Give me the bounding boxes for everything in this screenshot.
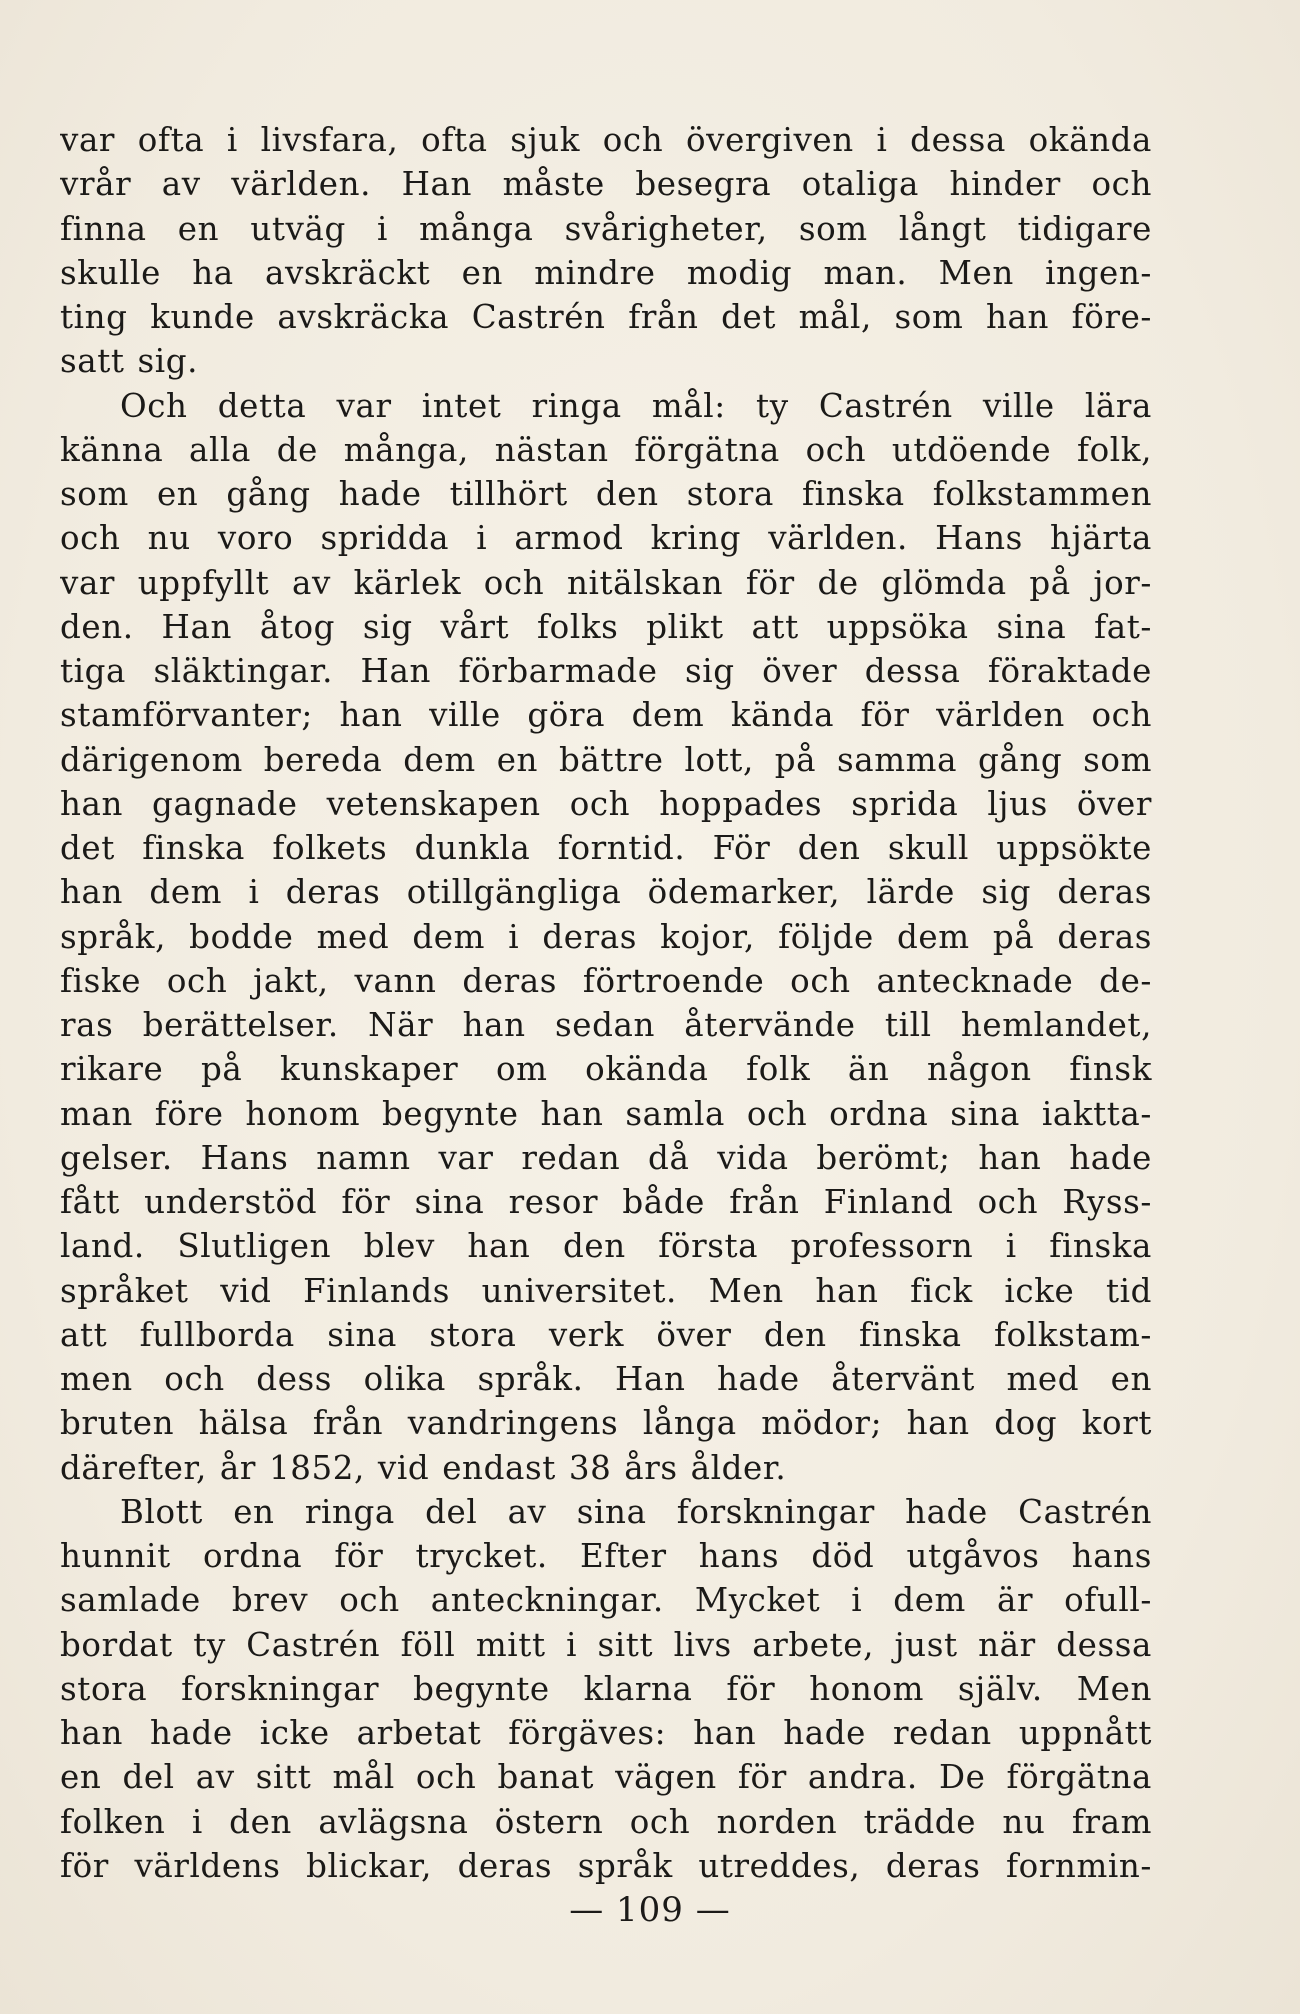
text-line: han hade icke arbetat förgäves: han hade redan uppnått	[60, 1714, 1152, 1752]
text-line: ras berättelser. När han sedan återvände till hemlandet,	[60, 1006, 1152, 1044]
text-line: samlade brev och anteckningar. Mycket i dem är ofull-	[60, 1581, 1152, 1620]
text-line: var ofta i livsfara, ofta sjuk och övergiven i dessa okända	[60, 121, 1152, 159]
paragraph-start-line: Blott en ringa del av sina forskningar hade Castrén	[120, 1492, 1152, 1531]
text-line: det finska folkets dunkla forntid. För den skull uppsökte	[60, 829, 1152, 867]
text-line: land. Slutligen blev han den första professorn i finska	[60, 1227, 1152, 1266]
text-line: bruten hälsa från vandringens långa mödor; han dog kort	[60, 1404, 1152, 1443]
text-line: stamförvanter; han ville göra dem kända för världen och	[60, 696, 1152, 735]
text-line: därefter, år 1852, vid endast 38 års ålder.	[60, 1448, 787, 1487]
page-number: — 109 —	[569, 1890, 731, 1930]
text-line: stora forskningar begynte klarna för honom själv. Men	[60, 1669, 1152, 1708]
text-line: gelser. Hans namn var redan då vida berömt; han hade	[60, 1138, 1152, 1177]
text-line: känna alla de många, nästan förgätna och utdöende folk,	[60, 430, 1152, 469]
text-line: var uppfyllt av kärlek och nitälskan för de glömda på jor-	[60, 563, 1152, 602]
text-line: vrår av världen. Han måste besegra otaliga hinder och	[60, 165, 1152, 204]
text-line: den. Han åtog sig vårt folks plikt att uppsöka sina fat-	[60, 607, 1152, 646]
text-line: språk, bodde med dem i deras kojor, följde dem på deras	[60, 917, 1152, 956]
text-line: en del av sitt mål och banat vägen för andra. De förgätna	[60, 1758, 1152, 1797]
text-line: språket vid Finlands universitet. Men han fick icke tid	[60, 1271, 1152, 1310]
paragraph-start-line: Och detta var intet ringa mål: ty Castrén ville lära	[120, 386, 1152, 425]
text-line: satt sig.	[60, 342, 199, 381]
text-line: och nu voro spridda i armod kring världen. Hans hjärta	[60, 519, 1152, 558]
text-line: bordat ty Castrén föll mitt i sitt livs arbete, just när dessa	[60, 1625, 1152, 1664]
text-line: finna en utväg i många svårigheter, som långt tidigare	[60, 209, 1152, 248]
text-line: tiga släktingar. Han förbarmade sig över dessa föraktade	[60, 652, 1152, 690]
text-line: ting kunde avskräcka Castrén från det mål, som han före-	[60, 298, 1152, 336]
text-line: för världens blickar, deras språk utreddes, deras fornmin-	[60, 1846, 1152, 1885]
text-line: rikare på kunskaper om okända folk än någon finsk	[60, 1050, 1152, 1089]
text-line: fått understöd för sina resor både från Finland och Ryss-	[60, 1183, 1152, 1221]
text-line: skulle ha avskräckt en mindre modig man. Men ingen-	[60, 253, 1152, 292]
text-line: därigenom bereda dem en bättre lott, på samma gång som	[60, 740, 1152, 779]
text-line: man före honom begynte han samla och ordna sina iaktta-	[60, 1094, 1152, 1133]
text-line: folken i den avlägsna östern och norden trädde nu fram	[60, 1802, 1152, 1841]
text-line: att fullborda sina stora verk över den finska folkstam-	[60, 1315, 1152, 1354]
text-line: men och dess olika språk. Han hade återvänt med en	[60, 1360, 1152, 1398]
text-line: han dem i deras otillgängliga ödemarker, lärde sig deras	[60, 873, 1152, 912]
text-line: fiske och jakt, vann deras förtroende och antecknade de-	[60, 961, 1152, 1000]
body-text	[60, 118, 1152, 1888]
text-line: hunnit ordna för trycket. Efter hans död utgåvos hans	[60, 1537, 1152, 1575]
text-line: han gagnade vetenskapen och hoppades sprida ljus över	[60, 784, 1152, 823]
text-line: som en gång hade tillhört den stora finska folkstammen	[60, 475, 1152, 513]
